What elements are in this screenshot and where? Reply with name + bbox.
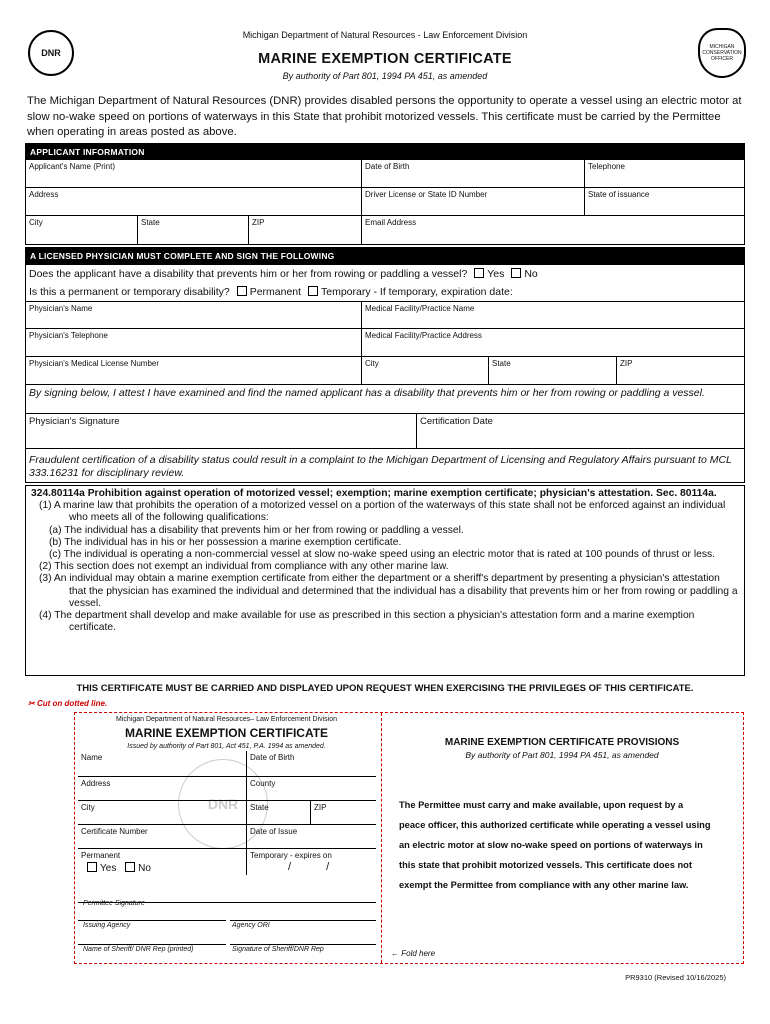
dob-label: Date of Birth — [365, 162, 410, 171]
card-authority: Issued by authority of Part 801, Act 451, P.A. 1994 as amended. — [127, 743, 326, 750]
card-state-field[interactable] — [246, 801, 310, 825]
physician-telephone-label: Physician's Telephone — [29, 331, 108, 340]
physician-state-label: State — [492, 359, 511, 368]
no-label: No — [524, 268, 538, 280]
facility-name-label: Medical Facility/Practice Name — [365, 304, 475, 313]
card-dob-label: Date of Birth — [250, 753, 295, 762]
card-zip-label: ZIP — [314, 803, 327, 812]
state-label: State — [141, 218, 160, 227]
physician-zip-field[interactable] — [616, 357, 744, 385]
law-heading: 324.80114a Prohibition against operation of motorized vessel; exemption; marine exemption certificate; physician's attestation. Sec. 80114a. — [31, 488, 717, 499]
law-item: (4) The department shall develop and make available for use as prescribed in this section a physician's attestation form and a marine exemption certificate. — [39, 610, 695, 634]
license-label: Driver License or State ID Number — [365, 190, 488, 199]
permanent-label: Permanent — [249, 286, 302, 298]
provisions-authority: By authority of Part 801, 1994 PA 451, as amended — [465, 750, 659, 760]
physician-city-field[interactable] — [361, 357, 488, 385]
city-field[interactable] — [26, 216, 137, 244]
dnr-logo-text: DNR — [41, 48, 61, 58]
telephone-label: Telephone — [588, 162, 625, 171]
fold-here-note — [391, 949, 435, 958]
applicant-section — [25, 143, 745, 245]
rep-signature-label: Signature of Sheriff/DNR Rep — [232, 946, 324, 953]
agency-ori-line[interactable] — [230, 911, 376, 921]
state-issuance-field[interactable] — [584, 188, 744, 216]
applicant-section-title: APPLICANT INFORMATION — [26, 144, 744, 160]
applicant-name-label: Applicant's Name (Print) — [29, 162, 115, 171]
permanence-question — [29, 286, 513, 298]
address-field[interactable] — [26, 188, 361, 216]
intro-text: The Michigan Department of Natural Resources (DNR) provides disabled persons the opportunity to operate a vessel using an electric motor at slow no-wake speed on portions of waterways in this State that prohibit motorized vessels. This certificate must be carried by the Permittee when operating in areas posted as above. — [27, 95, 742, 138]
card-cert-number-label: Certificate Number — [81, 827, 148, 836]
law-item: (3) An individual may obtain a marine exemption certificate from either the department or a sheriff's department by presenting a physician's attestation that the physician has examined the individual and determined that the individual has a disability that prevents him or her from rowing or paddling a vessel. — [39, 573, 738, 609]
telephone-field[interactable] — [584, 160, 744, 188]
card-address-field[interactable] — [78, 777, 246, 801]
permanent-checkbox[interactable] — [237, 286, 247, 296]
certificate-card — [74, 712, 744, 964]
rep-name-line[interactable] — [78, 935, 226, 945]
card-address-label: Address — [81, 779, 111, 788]
card-zip-field[interactable] — [310, 801, 376, 825]
issuing-agency-line[interactable] — [78, 911, 226, 921]
law-item: (b) The individual has in his or her possession a marine exemption certificate. — [49, 536, 402, 548]
card-county-field[interactable] — [246, 777, 376, 801]
license-field[interactable] — [361, 188, 584, 216]
physician-state-field[interactable] — [488, 357, 616, 385]
physician-signature-label: Physician's Signature — [29, 416, 120, 427]
card-state-label: State — [250, 803, 269, 812]
agency-ori-label: Agency ORI — [232, 922, 270, 929]
law-item: (a) The individual has a disability that prevents him or her from rowing or paddling a vessel. — [49, 524, 464, 536]
date-slash: / — [288, 861, 292, 873]
header-authority: By authority of Part 801, 1994 PA 451, as amended — [282, 71, 488, 81]
fold-here-text: Fold here — [401, 949, 436, 958]
form-number: PR9310 (Revised 10/16/2025) — [625, 973, 726, 982]
card-cert-number-field[interactable] — [78, 825, 246, 849]
carry-notice: THIS CERTIFICATE MUST BE CARRIED AND DISPLAYED UPON REQUEST WHEN EXERCISING THE PRIVILEGES OF THIS CERTIFICATE. — [76, 683, 694, 694]
state-issuance-label: State of issuance — [588, 190, 650, 199]
scissors-icon: ✂ — [28, 699, 35, 708]
medical-license-field[interactable] — [26, 357, 361, 385]
issuing-agency-label: Issuing Agency — [83, 922, 131, 929]
certification-date-label: Certification Date — [420, 416, 493, 427]
permittee-signature-label: Permittee Signature — [83, 900, 145, 907]
email-label: Email Address — [365, 218, 417, 227]
cut-line-note — [28, 699, 107, 708]
disability-question-text: Does the applicant have a disability that prevents him or her from rowing or paddling a vessel? — [29, 268, 468, 280]
applicant-name-field[interactable] — [26, 160, 361, 188]
physician-zip-label: ZIP — [620, 359, 633, 368]
facility-address-field[interactable] — [361, 329, 744, 357]
physician-name-field[interactable] — [26, 301, 361, 329]
temporary-checkbox[interactable] — [308, 286, 318, 296]
physician-city-label: City — [365, 359, 379, 368]
cut-line-text: Cut on dotted line. — [36, 699, 108, 708]
physician-section — [25, 247, 745, 483]
facility-name-field[interactable] — [361, 301, 744, 329]
conservation-officer-badge — [698, 28, 746, 78]
card-city-label: City — [81, 803, 95, 812]
rep-name-label: Name of Sheriff/ DNR Rep (printed) — [83, 946, 194, 953]
card-county-label: County — [250, 779, 276, 788]
law-item: (1) A marine law that prohibits the operation of a motorized vessel on a portion of the waterways of this state shall not be enforced against an individual who meets all of the following qualifications: — [39, 500, 726, 524]
zip-label: ZIP — [252, 218, 265, 227]
provisions-title: MARINE EXEMPTION CERTIFICATE PROVISIONS — [444, 737, 680, 748]
physician-name-label: Physician's Name — [29, 304, 93, 313]
arrow-left-icon: ← — [391, 949, 399, 958]
header-agency: Michigan Department of Natural Resources - Law Enforcement Division — [242, 30, 528, 40]
physician-signature-field[interactable] — [26, 413, 416, 449]
temporary-label: Temporary - If temporary, expiration date: — [320, 286, 513, 298]
card-no-checkbox[interactable] — [125, 862, 135, 872]
yes-label: Yes — [487, 268, 505, 280]
state-field[interactable] — [137, 216, 248, 244]
fraud-warning: Fraudulent certification of a disability status could result in a complaint to the Michigan Department of Licensing and Regulatory Affairs pursuant to MCL 333.16231 for disciplinary review. — [29, 454, 732, 479]
law-list — [31, 500, 739, 634]
card-city-field[interactable] — [78, 801, 246, 825]
address-label: Address — [29, 190, 59, 199]
dnr-watermark: DNR — [178, 759, 268, 849]
permanence-question-text: Is this a permanent or temporary disability? — [29, 286, 230, 298]
zip-field[interactable] — [248, 216, 361, 244]
email-field[interactable] — [361, 216, 744, 244]
law-item: (2) This section does not exempt an individual from compliance with any other marine law. — [39, 561, 449, 573]
city-label: City — [29, 218, 43, 227]
law-section — [25, 485, 745, 676]
card-name-label: Name — [81, 753, 103, 762]
card-name-field[interactable] — [78, 751, 246, 777]
card-permanent-field — [78, 849, 246, 875]
physician-section-title: A LICENSED PHYSICIAN MUST COMPLETE AND SIGN THE FOLLOWING — [26, 248, 744, 265]
card-yes-label: Yes — [100, 863, 117, 874]
date-slash: / — [326, 861, 330, 873]
card-date-issue-label: Date of Issue — [250, 827, 298, 836]
card-no-label: No — [138, 863, 151, 874]
certification-date-field[interactable] — [416, 413, 744, 449]
attestation-text: By signing below, I attest I have examined and find the named applicant has a disability that prevents him or her from rowing or paddling a vessel. — [29, 387, 705, 399]
medical-license-label: Physician's Medical License Number — [29, 359, 160, 368]
card-agency: Michigan Department of Natural Resources– Law Enforcement Division — [116, 716, 337, 723]
card-permanent-label: Permanent — [81, 851, 121, 860]
card-temporary-label: Temporary - expires on — [250, 851, 332, 860]
provisions-text: The Permittee must carry and make available, upon request by a peace officer, this authorized certificate while operating a vessel using an electric motor at slow no-wake speed on portions of waterways in this state that prohibit motorized vessels. This certificate does not exempt the Permittee from compliance with any other marine law. — [399, 800, 711, 890]
card-title: MARINE EXEMPTION CERTIFICATE — [124, 726, 329, 740]
card-yes-checkbox[interactable] — [87, 862, 97, 872]
yes-checkbox[interactable] — [474, 268, 484, 278]
rep-signature-line[interactable] — [230, 935, 376, 945]
disability-question — [29, 268, 538, 280]
card-temporary-field[interactable] — [246, 849, 376, 875]
no-checkbox[interactable] — [511, 268, 521, 278]
law-item: (c) The individual is operating a non-commercial vessel at slow no-wake speed using an electric motor that is rated at 100 pounds of thrust or less. — [49, 549, 716, 561]
dob-field[interactable] — [361, 160, 584, 188]
facility-address-label: Medical Facility/Practice Address — [365, 331, 482, 340]
page-title: MARINE EXEMPTION CERTIFICATE — [258, 51, 512, 67]
physician-telephone-field[interactable] — [26, 329, 361, 357]
badge-text: MICHIGAN CONSERVATION OFFICER — [702, 44, 742, 62]
card-date-issue-field[interactable] — [246, 825, 376, 849]
card-dob-field[interactable] — [246, 751, 376, 777]
